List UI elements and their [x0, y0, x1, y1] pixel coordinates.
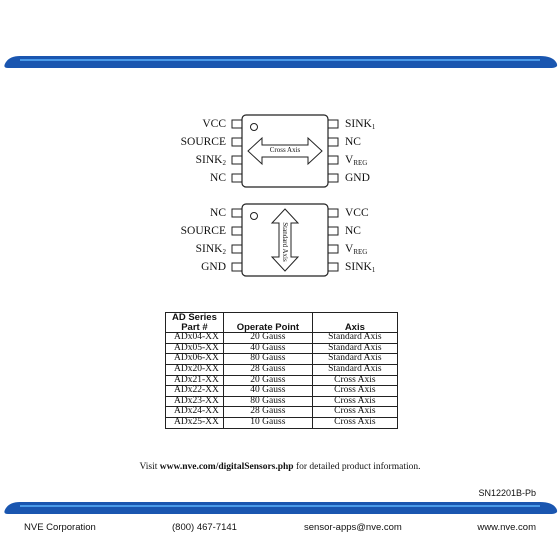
footer-phone: (800) 467-7141 — [172, 522, 237, 533]
visit-prefix: Visit — [139, 462, 160, 472]
operate-point-cell: 20 Gauss — [223, 333, 312, 344]
part-number-cell: ADx21-XX — [166, 375, 224, 386]
axis-cell: Cross Axis — [312, 407, 397, 418]
header-part-line2: Part # — [181, 321, 208, 333]
visit-suffix: for detailed product information. — [293, 462, 421, 472]
part-number-cell: ADx04-XX — [166, 333, 224, 344]
pin-label: $SINK_2$ — [195, 154, 226, 167]
axis-cell: Cross Axis — [312, 386, 397, 397]
part-number-cell: ADx24-XX — [166, 407, 224, 418]
part-number-cell: ADx05-XX — [166, 343, 224, 354]
document-id: SN12201B-Pb — [478, 488, 536, 498]
pin-label: $SINK_2$ — [195, 243, 226, 256]
pin-label: $SINK_1$ — [345, 261, 376, 274]
part-number-cell: ADx25-XX — [166, 417, 224, 428]
operate-point-cell: 28 Gauss — [223, 364, 312, 375]
pin-label: $SINK_1$ — [345, 118, 376, 131]
pin-label: GND — [345, 172, 370, 184]
table-row — [166, 343, 398, 354]
part-number-cell: ADx23-XX — [166, 396, 224, 407]
table-row — [166, 386, 398, 397]
footer-band — [0, 502, 560, 514]
axis-cell: Standard Axis — [312, 343, 397, 354]
axis-cell: Cross Axis — [312, 375, 397, 386]
operate-point-cell: 28 Gauss — [223, 407, 312, 418]
operate-point-cell: 40 Gauss — [223, 386, 312, 397]
table-header-row — [166, 313, 398, 333]
pin-label: SOURCE — [180, 136, 226, 148]
parts-table — [165, 312, 398, 429]
axis-cell: Cross Axis — [312, 417, 397, 428]
header-part-line1: AD Series — [171, 312, 217, 323]
pin-label: NC — [345, 225, 361, 237]
operate-point-cell: 80 Gauss — [223, 354, 312, 365]
operate-point-cell: 40 Gauss — [223, 343, 312, 354]
pin-label: $V_{REG}$ — [345, 243, 368, 256]
pin-label: VCC — [345, 207, 369, 219]
pin-label: NC — [210, 172, 226, 184]
operate-point-cell: 10 Gauss — [223, 417, 312, 428]
part-number-cell: ADx22-XX — [166, 386, 224, 397]
table-row — [166, 333, 398, 344]
pin-label: SOURCE — [180, 225, 226, 237]
axis-cell: Standard Axis — [312, 333, 397, 344]
table-row — [166, 375, 398, 386]
table-row — [166, 354, 398, 365]
axis-cell: Standard Axis — [312, 364, 397, 375]
arrow-label: Standard Axis — [281, 222, 289, 262]
table-row — [166, 407, 398, 418]
part-number-cell: ADx20-XX — [166, 364, 224, 375]
header-band — [0, 56, 560, 68]
column-header-part — [166, 313, 224, 333]
axis-cell: Cross Axis — [312, 396, 397, 407]
column-header-operate-point: Operate Point — [223, 313, 312, 333]
table-row — [166, 396, 398, 407]
column-header-axis: Axis — [312, 313, 397, 333]
table-row — [166, 364, 398, 375]
footer-website[interactable]: www.nve.com — [477, 522, 536, 533]
footer-company: NVE Corporation — [24, 522, 96, 533]
operate-point-cell: 80 Gauss — [223, 396, 312, 407]
pin-label: NC — [210, 207, 226, 219]
footer-email[interactable]: sensor-apps@nve.com — [304, 522, 402, 533]
arrow-label: Cross Axis — [269, 146, 301, 154]
pin-label: NC — [345, 136, 361, 148]
visit-text — [0, 462, 560, 472]
pin-label: GND — [201, 261, 226, 273]
pin-label: VCC — [202, 118, 226, 130]
pin-label: $V_{REG}$ — [345, 154, 368, 167]
product-info-link[interactable]: www.nve.com/digitalSensors.php — [159, 462, 294, 472]
operate-point-cell: 20 Gauss — [223, 375, 312, 386]
axis-cell: Standard Axis — [312, 354, 397, 365]
part-number-cell: ADx06-XX — [166, 354, 224, 365]
table-row — [166, 417, 398, 428]
